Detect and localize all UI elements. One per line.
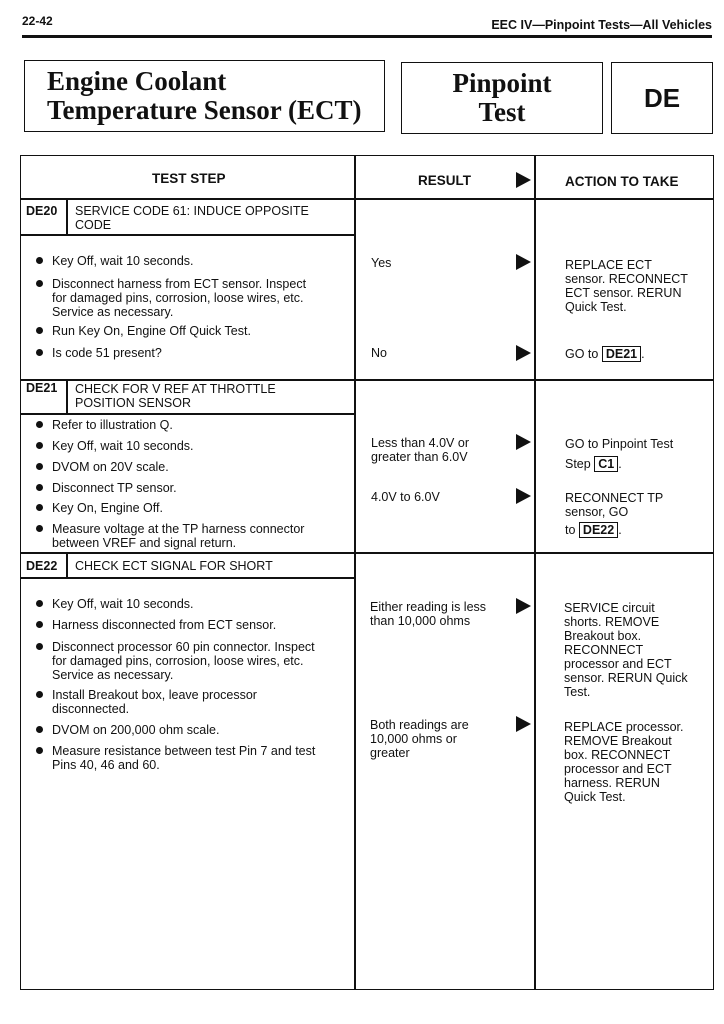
action-line: harness. RERUN bbox=[564, 776, 660, 790]
action-line: RECONNECT TP bbox=[565, 491, 664, 505]
bullet-line: for damaged pins, corrosion, loose wires, etc. bbox=[52, 291, 304, 305]
pinpoint-test-label bbox=[402, 69, 602, 127]
action-line: REPLACE ECT bbox=[565, 258, 652, 272]
action-line: shorts. REMOVE bbox=[564, 615, 660, 629]
action-line: box. RECONNECT bbox=[564, 748, 671, 762]
step-id-de21: DE21 bbox=[26, 381, 58, 395]
bullet-item bbox=[52, 522, 352, 550]
bullet-item bbox=[52, 460, 352, 474]
pinpoint-line-2: Test bbox=[478, 97, 526, 127]
action-text: Step bbox=[565, 457, 591, 471]
test-code: DE bbox=[643, 83, 681, 113]
bullet-dot-icon bbox=[36, 421, 43, 428]
action-line: Test. bbox=[564, 685, 591, 699]
bullet-item bbox=[52, 277, 352, 319]
bullet-item bbox=[52, 254, 352, 268]
result-arrow-icon bbox=[516, 434, 531, 450]
pinpoint-line-1: Pinpoint bbox=[452, 68, 552, 98]
title-line-2: Temperature Sensor (ECT) bbox=[47, 95, 362, 125]
result-line: Both readings are bbox=[370, 718, 469, 732]
action-de22-less bbox=[564, 601, 688, 699]
action-line bbox=[565, 522, 663, 538]
bullet-line: Install Breakout box, leave processor bbox=[52, 688, 257, 702]
bullet-dot-icon bbox=[36, 747, 43, 754]
action-text: . bbox=[618, 457, 622, 471]
bullet-dot-icon bbox=[36, 691, 43, 698]
action-de20-yes bbox=[565, 258, 688, 314]
bullet-dot-icon bbox=[36, 726, 43, 733]
result-line: than 10,000 ohms bbox=[370, 614, 471, 628]
action-line: Quick Test. bbox=[564, 790, 626, 804]
col-action: ACTION TO TAKE bbox=[565, 174, 679, 189]
bullet-dot-icon bbox=[36, 600, 43, 607]
result-de20-yes: Yes bbox=[371, 256, 392, 270]
result-de22-less bbox=[370, 600, 486, 628]
de22-id-divider bbox=[66, 552, 68, 577]
action-line: REPLACE processor. bbox=[564, 720, 684, 734]
bullet-line: Measure voltage at the TP harness connector bbox=[52, 522, 305, 536]
bullet-line: Run Key On, Engine Off Quick Test. bbox=[52, 324, 251, 338]
bullet-line: Service as necessary. bbox=[52, 668, 174, 682]
column-divider-1 bbox=[354, 155, 356, 990]
action-text: to bbox=[565, 523, 576, 537]
bullet-line: Key Off, wait 10 seconds. bbox=[52, 254, 194, 268]
step-divider-de21 bbox=[20, 379, 714, 381]
action-line: processor and ECT bbox=[564, 657, 672, 671]
result-de22-greater bbox=[370, 718, 469, 760]
action-line: processor and ECT bbox=[564, 762, 672, 776]
bullet-item bbox=[52, 324, 352, 338]
bullet-line: Pins 40, 46 and 60. bbox=[52, 758, 160, 772]
bullet-item bbox=[52, 640, 352, 682]
result-arrow-icon bbox=[516, 598, 531, 614]
action-line: REMOVE Breakout bbox=[564, 734, 672, 748]
bullet-dot-icon bbox=[36, 504, 43, 511]
title-line-1: Engine Coolant bbox=[47, 66, 227, 96]
action-line: ECT sensor. RERUN bbox=[565, 286, 682, 300]
bullet-line: Harness disconnected from ECT sensor. bbox=[52, 618, 277, 632]
bullet-line: Disconnect processor 60 pin connector. Inspect bbox=[52, 640, 315, 654]
test-code-box bbox=[611, 62, 713, 134]
step-id-de20: DE20 bbox=[26, 204, 58, 218]
result-de21-in-range: 4.0V to 6.0V bbox=[371, 490, 440, 504]
action-de22-greater bbox=[564, 720, 684, 804]
action-de21-out-of-range bbox=[565, 437, 673, 472]
action-line: RECONNECT bbox=[564, 643, 644, 657]
action-de20-no bbox=[565, 346, 645, 362]
bullet-dot-icon bbox=[36, 442, 43, 449]
bullet-item bbox=[52, 481, 352, 495]
step-ref-c1[interactable]: C1 bbox=[594, 456, 618, 472]
bullet-item bbox=[52, 618, 352, 632]
bullet-item bbox=[52, 744, 352, 772]
header-row-rule bbox=[20, 198, 714, 200]
page-number: 22-42 bbox=[22, 14, 53, 28]
result-line: Either reading is less bbox=[370, 600, 487, 614]
action-text: . bbox=[641, 347, 645, 361]
result-arrow-icon bbox=[516, 345, 531, 361]
action-line: sensor. RECONNECT bbox=[565, 272, 688, 286]
bullet-line: Key Off, wait 10 seconds. bbox=[52, 439, 194, 453]
action-line: Quick Test. bbox=[565, 300, 627, 314]
action-text: GO to bbox=[565, 347, 599, 361]
bullet-line: Is code 51 present? bbox=[52, 346, 162, 360]
step-title-de20 bbox=[75, 204, 309, 232]
bullet-line: DVOM on 20V scale. bbox=[52, 460, 169, 474]
bullet-dot-icon bbox=[36, 280, 43, 287]
bullet-item bbox=[52, 439, 352, 453]
result-line: greater than 6.0V bbox=[371, 450, 468, 464]
bullet-dot-icon bbox=[36, 463, 43, 470]
step-ref-de22[interactable]: DE22 bbox=[579, 522, 618, 538]
title-line: CHECK ECT SIGNAL FOR SHORT bbox=[75, 559, 273, 573]
header-rule bbox=[22, 35, 712, 38]
col-result: RESULT bbox=[418, 173, 471, 188]
bullet-line: Refer to illustration Q. bbox=[52, 418, 173, 432]
header-arrow-icon bbox=[516, 172, 531, 188]
title-box bbox=[24, 60, 385, 132]
bullet-line: Measure resistance between test Pin 7 and test bbox=[52, 744, 316, 758]
bullet-item bbox=[52, 688, 352, 716]
step-id-de22: DE22 bbox=[26, 559, 58, 573]
de20-title-rule bbox=[20, 234, 355, 236]
title-line: SERVICE CODE 61: INDUCE OPPOSITE bbox=[75, 204, 309, 218]
result-arrow-icon bbox=[516, 716, 531, 732]
bullet-line: DVOM on 200,000 ohm scale. bbox=[52, 723, 220, 737]
column-divider-2 bbox=[534, 155, 536, 990]
result-arrow-icon bbox=[516, 488, 531, 504]
action-line: sensor, GO bbox=[565, 505, 629, 519]
result-de20-no: No bbox=[371, 346, 387, 360]
action-de21-in-range bbox=[565, 491, 663, 538]
result-line: Less than 4.0V or bbox=[371, 436, 469, 450]
bullet-dot-icon bbox=[36, 349, 43, 356]
action-text: . bbox=[618, 523, 622, 537]
bullet-dot-icon bbox=[36, 525, 43, 532]
bullet-line: between VREF and signal return. bbox=[52, 536, 237, 550]
bullet-item bbox=[52, 346, 352, 360]
step-title-de21 bbox=[75, 382, 276, 410]
action-line bbox=[565, 456, 673, 472]
bullet-item bbox=[52, 597, 352, 611]
action-line: GO to Pinpoint Test bbox=[565, 437, 674, 451]
result-de21-out-of-range bbox=[371, 436, 469, 464]
pinpoint-test-box bbox=[401, 62, 603, 134]
bullet-dot-icon bbox=[36, 257, 43, 264]
bullet-dot-icon bbox=[36, 643, 43, 650]
bullet-line: Service as necessary. bbox=[52, 305, 174, 319]
title-line: POSITION SENSOR bbox=[75, 396, 191, 410]
bullet-dot-icon bbox=[36, 621, 43, 628]
bullet-line: disconnected. bbox=[52, 702, 130, 716]
bullet-line: Disconnect harness from ECT sensor. Inspect bbox=[52, 277, 307, 291]
title-line: CODE bbox=[75, 218, 112, 232]
step-divider-de22 bbox=[20, 552, 714, 554]
bullet-line: for damaged pins, corrosion, loose wires, etc. bbox=[52, 654, 304, 668]
result-line: 10,000 ohms or bbox=[370, 732, 457, 746]
result-line: greater bbox=[370, 746, 410, 760]
bullet-dot-icon bbox=[36, 484, 43, 491]
step-title-de22 bbox=[75, 559, 273, 573]
title-line: CHECK FOR V REF AT THROTTLE bbox=[75, 382, 276, 396]
action-line: sensor. RERUN Quick bbox=[564, 671, 688, 685]
de22-title-rule bbox=[20, 577, 355, 579]
section-header: EEC IV—Pinpoint Tests—All Vehicles bbox=[491, 18, 712, 32]
page-title bbox=[47, 67, 362, 125]
bullet-line: Key Off, wait 10 seconds. bbox=[52, 597, 194, 611]
action-line: SERVICE circuit bbox=[564, 601, 655, 615]
bullet-line: Key On, Engine Off. bbox=[52, 501, 163, 515]
bullet-dot-icon bbox=[36, 327, 43, 334]
bullet-item bbox=[52, 723, 352, 737]
bullet-line: Disconnect TP sensor. bbox=[52, 481, 177, 495]
col-test-step: TEST STEP bbox=[152, 171, 226, 186]
de20-id-divider bbox=[66, 198, 68, 234]
result-arrow-icon bbox=[516, 254, 531, 270]
bullet-item bbox=[52, 501, 352, 515]
bullet-item bbox=[52, 418, 352, 432]
de21-title-rule bbox=[20, 413, 355, 415]
de21-id-divider bbox=[66, 379, 68, 413]
step-ref-de21[interactable]: DE21 bbox=[602, 346, 641, 362]
action-line: Breakout box. bbox=[564, 629, 642, 643]
